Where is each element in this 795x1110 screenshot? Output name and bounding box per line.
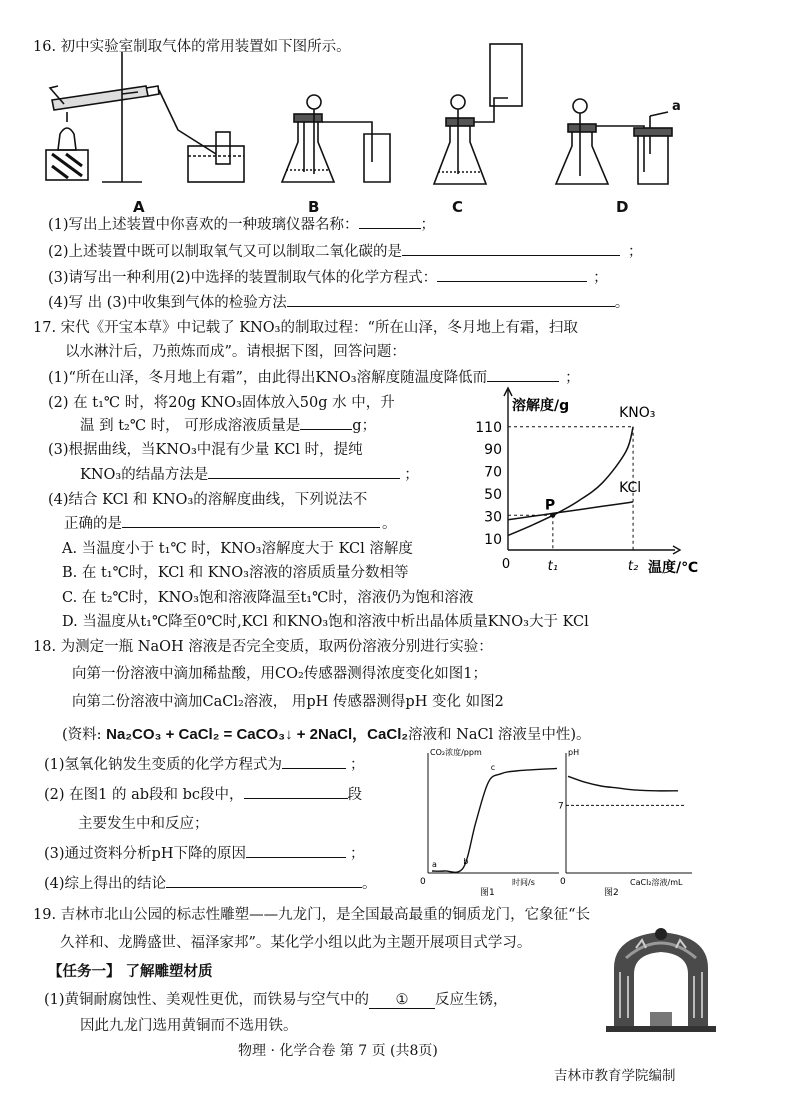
q17-intro-2: 以水淋汁后，乃煎炼而成”。请根据下图，回答问题： <box>65 344 406 360</box>
q18-blank-2[interactable] <box>244 784 348 799</box>
q16-item-1-text: (1)写出上述装置中你喜欢的一种玻璃仪器名称： <box>48 217 359 233</box>
q17-item-4b <box>64 512 397 533</box>
q16-blank-2[interactable] <box>402 241 620 256</box>
y-tick-label: 30 <box>484 509 502 526</box>
label-B: B <box>308 198 320 216</box>
q19-intro-1: 19. 吉林市北山公园的标志性雕塑——九龙门，是全国最高最重的铜质龙门，它象征“长 <box>33 907 591 923</box>
q16-semicolon-2: ； <box>628 244 643 260</box>
q16-blank-3[interactable] <box>437 267 587 282</box>
curve-point-label: b <box>463 856 469 866</box>
q18-info-prefix: (资料: <box>62 727 102 743</box>
q17-item-4a: (4)结合 KCl 和 KNO₃的溶解度曲线，下列说法不 <box>48 492 368 508</box>
q16-blank-1[interactable] <box>359 214 421 229</box>
y-tick-label: 70 <box>484 464 502 481</box>
q17-option-d: D. 当温度从t₁℃降至0℃时,KCl 和KNO₃饱和溶液中析出晶体质量KNO₃大于 KCl <box>62 614 589 630</box>
x-axis-label: 时间/s <box>512 878 535 887</box>
q19-blank-marker: ① <box>395 992 409 1008</box>
y-tick-label: 10 <box>484 531 502 548</box>
label-C: C <box>452 198 464 216</box>
q18-info <box>62 723 590 744</box>
y-tick-label: 110 <box>475 419 502 436</box>
q16-period-4: 。 <box>614 295 630 311</box>
series-label: KNO₃ <box>619 404 656 421</box>
q17-option-b: B. 在 t₁℃时，KCl 和 KNO₃溶液的溶质质量分数相等 <box>62 565 409 581</box>
label-a: a <box>672 99 681 114</box>
q18-blank-4[interactable] <box>166 873 362 888</box>
figure-caption: 图1 <box>480 888 495 898</box>
y-axis-label: CO₂浓度/ppm <box>430 748 482 757</box>
co2-curve <box>432 768 557 872</box>
figure-caption: 图2 <box>604 888 619 898</box>
q17-item-3b <box>80 463 419 484</box>
q17-item-2b-text: 温 到 t₂℃ 时， 可形成溶液质量是 <box>80 418 301 434</box>
q17-item-3a: (3)根据曲线，当KNO₃中混有少量 KCl 时，提纯 <box>48 442 363 458</box>
q18-blank-3[interactable] <box>246 843 346 858</box>
y-axis-label: 溶解度/g <box>512 398 570 414</box>
q16-semicolon-1: ； <box>420 217 436 233</box>
q17-intro-1: 17. 宋代《开宝本草》中记载了 KNO₃的制取过程：“所在山泽，冬月地上有霜，扫取 <box>33 320 578 336</box>
q17-option-a: A. 当温度小于 t₁℃ 时，KNO₃溶解度大于 KCl 溶解度 <box>62 541 413 557</box>
footer-page-info: 物理 · 化学合卷 第 7 页 (共8页) <box>238 1043 438 1059</box>
y-axis-label: pH <box>568 748 580 757</box>
q18-item-3 <box>44 842 364 863</box>
ph-chart-figure-2 <box>558 745 700 898</box>
q16-item-2-text: (2)上述装置中既可以制取氧气又可以制取二氧化碳的是 <box>48 244 403 260</box>
q18-item-1-text: (1)氢氧化钠发生变质的化学方程式为 <box>44 757 283 773</box>
q18-equation: Na₂CO₃ + CaCl₂ = CaCO₃↓ + 2NaCl，CaCl₂ <box>106 726 409 743</box>
x-tick-label: t₁ <box>547 559 558 574</box>
intersection-point <box>550 513 555 518</box>
q17-option-c: C. 在 t₂℃时，KNO₃饱和溶液降温至t₁℃时，溶液仍为饱和溶液 <box>62 590 474 606</box>
q16-item-4-text: (4)写 出 (3)中收集到气体的检验方法 <box>48 295 287 311</box>
q17-blank-2[interactable] <box>300 415 352 430</box>
q17-semicolon-3: ； <box>404 467 419 483</box>
q19-item-1a <box>44 988 508 1009</box>
q18-period-4: 。 <box>362 876 377 892</box>
series-line-kno3 <box>508 427 633 536</box>
co2-chart-figure-1 <box>418 745 568 898</box>
q17-item-1-text: (1)“所在山泽，冬月地上有霜”，由此得出KNO₃溶解度随温度降低而 <box>48 370 488 386</box>
q18-blank-1[interactable] <box>282 754 346 769</box>
origin-label: 0 <box>560 877 566 887</box>
nine-dragon-gate-photo <box>606 918 716 1034</box>
y-tick-label: 50 <box>484 487 502 503</box>
curve-point-label: a <box>432 860 437 869</box>
q18-semicolon-1: ； <box>350 757 365 773</box>
q19-item-1a-text: (1)黄铜耐腐蚀性、美观性更优，而铁易与空气中的 <box>44 992 370 1008</box>
label-D: D <box>616 198 629 216</box>
series-line-kcl <box>508 502 633 520</box>
footer-publisher: 吉林市教育学院编制 <box>554 1068 676 1084</box>
q16-item-3 <box>48 266 608 287</box>
q16-item-4 <box>48 291 629 312</box>
q19-item-1b: 因此九龙门选用黄铜而不选用铁。 <box>80 1018 298 1034</box>
curve-point-label: c <box>490 762 496 772</box>
q18-item-2a-text: (2) 在图1 的 ab段和 bc段中， <box>44 787 244 803</box>
q18-intro: 18. 为测定一瓶 NaOH 溶液是否完全变质，取两份溶液分别进行实验： <box>33 639 493 655</box>
q16-item-3-text: (3)请写出一种利用(2)中选择的装置制取气体的化学方程式： <box>48 270 438 286</box>
q16-item-2 <box>48 240 643 261</box>
q19-item-1-mid: 反应生锈， <box>435 992 508 1008</box>
q17-semicolon-1: ； <box>565 370 580 386</box>
solubility-chart <box>460 378 725 578</box>
apparatus-figure <box>38 42 681 217</box>
q19-blank-1[interactable] <box>369 992 435 1009</box>
q17-item-2b <box>80 414 376 435</box>
q17-blank-3[interactable] <box>208 464 400 479</box>
x-tick-label: t₂ <box>627 559 639 574</box>
q19-intro-2: 久祥和、龙腾盛世、福泽家邦”。某化学小组以此为主题开展项目式学习。 <box>60 935 532 951</box>
q16-semicolon-3: ； <box>593 270 608 286</box>
q16-item-1 <box>48 213 435 234</box>
x-axis-label: CaCl₂溶液/mL <box>630 878 683 887</box>
q18-item-2a <box>44 783 362 804</box>
origin-label: 0 <box>420 877 426 887</box>
q18-info-suffix: 溶液和 NaCl 溶液呈中性)。 <box>408 727 591 743</box>
ph-curve <box>568 776 678 791</box>
x-tick-label: 0 <box>501 557 511 572</box>
q16-title: 16. 初中实验室制取气体的常用装置如下图所示。 <box>33 39 351 55</box>
q17-item-4b-text: 正确的是 <box>64 516 122 532</box>
intersection-label: P <box>544 497 556 514</box>
q19-task-heading: 【任务一】 了解雕塑材质 <box>48 963 213 980</box>
q17-item-2a: (2) 在 t₁℃ 时，将20g KNO₃固体放入50g 水 中，升 <box>48 395 395 411</box>
q18-line-1: 向第一份溶液中滴加稀盐酸，用CO₂传感器测得浓度变化如图1； <box>72 666 488 682</box>
q18-item-4-text: (4)综上得出的结论 <box>44 876 167 892</box>
x-axis-label: 温度/℃ <box>648 560 699 576</box>
q17-blank-4[interactable] <box>122 513 380 528</box>
q18-item-2-seg: 段 <box>347 787 363 803</box>
q18-item-1 <box>44 753 365 774</box>
q18-item-2b: 主要发生中和反应； <box>78 816 209 832</box>
q17-item-2-unit: g； <box>352 418 377 434</box>
q18-line-2: 向第二份溶液中滴加CaCl₂溶液， 用pH 传感器测得pH 变化 如图2 <box>72 694 504 710</box>
q16-blank-4[interactable] <box>287 292 615 307</box>
y-tick-label: 90 <box>484 442 502 459</box>
q18-item-3-text: (3)通过资料分析pH下降的原因 <box>44 846 246 862</box>
label-A: A <box>133 198 145 216</box>
q18-semicolon-3: ； <box>349 846 365 862</box>
q18-item-4 <box>44 872 377 893</box>
q17-period-4: 。 <box>382 516 397 532</box>
q17-item-3b-text: KNO₃的结晶方法是 <box>80 467 209 483</box>
series-label: KCl <box>619 479 642 496</box>
ph-7-label: 7 <box>558 801 564 812</box>
